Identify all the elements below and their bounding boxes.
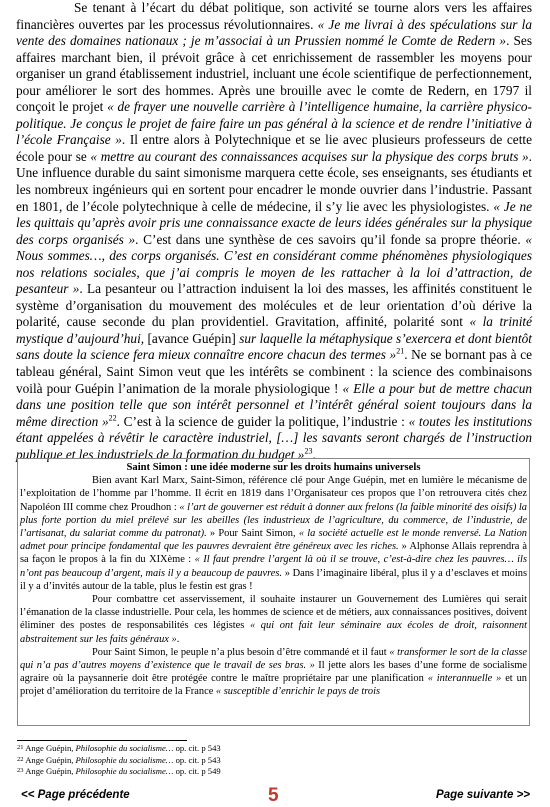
box-paragraph-3: [20, 646, 527, 699]
text-run: Se tenant à l’écart du débat politique, son activité se tourne alors vers les affaires financières ouvertes par les processus révolutionnaires.: [16, 0, 532, 32]
box-paragraph-2: [20, 593, 527, 646]
text-run: Pour combattre cet asservissement, il souhaite instaurer un Gouvernement des Lumières qui serait l’émanation de la classe industrielle. Pour cela, les hommes de science et de métiers, aux connaissances positives, doivent éliminer des postes de responsabilités ces légistes: [20, 594, 527, 632]
quote-run: « susceptible d’enrichir le pays de trois: [215, 686, 381, 698]
text-run: [avance Guépin]: [147, 330, 240, 346]
quote-run: sur laquelle la métaphysique s’exercera et dont bientôt sans doute la science fera mieux connaître encore chacun des termes »: [16, 330, 532, 363]
quote-run: « Je ne les quittais qu’après avoir pris une connaissance exacte de leurs idées générales sur la physique des corps organisés »: [16, 198, 532, 247]
text-run: . Il entre alors à Polytechnique et se lie avec plusieurs professeurs de cette école pour se: [16, 132, 532, 164]
text-run: .: [176, 633, 180, 645]
quote-run: « Elle a pour but de mettre chacun dans une position telle que son intérêt personnel et l’intérêt général soient toujours dans la même direction »: [16, 380, 532, 429]
quote-run: « Je me livrai à des spéculations sur la vente des domaines nationaux ; je m’associai à un Prussien nommé le Comte de Redern »: [16, 16, 532, 49]
box-paragraph-1: [20, 474, 527, 593]
text-run: Il jette alors les bases d’une forme de socialisme agraire où la paysannerie doit être protégée contre le maître propriétaire par une planification: [20, 660, 527, 685]
text-run: . C’est dans une synthèse de ces savoirs qu’il fonde sa propre théorie.: [135, 231, 526, 247]
footnote-ref: 23: [304, 446, 313, 456]
page-number: 5: [268, 785, 279, 806]
previous-page-link[interactable]: << Page précédente: [21, 789, 130, 801]
text-run: » Dans l’imaginaire libéral, plus il y a d’esclaves et moins il y a d’invités autour de la table, plus le festin est gras !: [20, 567, 527, 592]
text-run: et un projet d’amélioration du territoire de la France: [20, 673, 527, 698]
footnote-23: $^{23}$ Ange Guépin, Philosophie du socialisme… op. cit. p 549: [17, 766, 221, 776]
text-run: . Une influence durable du saint simonisme marquera cette école, ses enseignants, ses étudiants et les nombreux ingénieurs qui en sortent pour encadrer le monde ouvrier dans l’industrie. Passant en 1801, de l’école polytechnique à celle de médecine, il s’y lie avec les physiologistes.: [16, 148, 532, 214]
footnote-ref: 22: [108, 413, 117, 423]
footnote-separator: [17, 740, 187, 741]
text-run: Bien avant Karl Marx, Saint-Simon, référence clé pour Ange Guépin, met en lumière le mécanisme de l’exploitation de l’homme par l’homme. Il écrit en 1819 dans l’Organisateur ces propos que l’on retrouvera cités chez Napoléon III comme chez Proudhon :: [20, 475, 527, 513]
quote-run: « qui ont fait leur séminaire aux écoles de droit, raisonnent abstraitement sur les faits généraux »: [20, 620, 527, 645]
quote-run: « Nous sommes…, des corps organisés. C’est en considérant comme phénomènes physiologiques nos relations sociales, que j’ai compris le moyen de les rattacher à la loi d’attraction, de pesanteur »: [16, 231, 532, 297]
main-text: [16, 0, 532, 463]
footnote-21: $^{21}$ Ange Guépin, Philosophie du socialisme… op. cit. p 543: [17, 743, 221, 753]
quote-run: « interannuelle »: [427, 673, 502, 685]
sidebar-box: [17, 458, 530, 726]
quote-run: « la trinité mystique d’aujourd’hui,: [16, 314, 532, 346]
quote-run: « la société actuelle est le monde renversé. La Nation admet pour principe fondamental que les pauvres devraient être généreux avec les riches.: [20, 528, 527, 553]
box-title: Saint Simon : une idée moderne sur les droits humains universels: [126, 462, 421, 473]
text-run: » Pour Saint Simon,: [206, 528, 299, 540]
main-paragraph: [16, 0, 532, 463]
text-run: Pour Saint Simon, le peuple n’a plus besoin d’être commandé et il faut: [92, 646, 390, 658]
page-navigation: [0, 785, 550, 805]
text-run: . Ses affaires marchant bien, il prévoit grâce à cet enrichissement de rassembler les moyens pour organiser un grand établissement industriel, incluant une école scientifique de perfectionnement, pour améliorer le sort des hommes. Après une brouille avec le comte de Redern, en 1797 il conçoit le projet: [16, 33, 532, 115]
text-run: . Ne se bornant pas à ce tableau général, Saint Simon veut que les intérêts se combinent : la science des combinaisons voilà pour Guépin l’animation de la morale physiologique !: [16, 347, 532, 396]
text-run: » Alphonse Allais reprendra à sa façon le propos à la fin du XIXème :: [20, 541, 527, 566]
quote-run: « mettre au courant des connaissances acquises sur la physique des corps bruts »: [90, 148, 529, 164]
text-run: . C’est à la science de guider la politique, l’industrie :: [116, 413, 409, 429]
quote-run: « Il faut prendre l’argent là où il se trouve, c’est-à-dire chez les pauvres… ils n’ont pas beaucoup d’argent, mais il y a beaucoup de pauvres.: [20, 554, 527, 579]
footnote-ref: 21: [396, 347, 405, 357]
quote-run: « l’art de gouverner est réduit à donner aux frelons (la faible minorité des oisifs) la plus forte portion du miel prélevé sur les abeilles (les industrieux de l’agriculture, du commerce, de l’industrie, de l’artisanat, du salariat comme du patronat).: [20, 501, 527, 540]
quote-run: « toutes les institutions étant appelées à révêtir le caractère industriel, […] les savants seront chargés de l’instruction publique et les industriels de la formation du budget »: [16, 413, 532, 462]
quote-run: « de frayer une nouvelle carrière à l’intelligence humaine, la carrière physico-politique. Je conçus le projet de faire faire un pas général à la science et de rendre l’initiative à l’école Française »: [16, 99, 532, 148]
quote-run: « transformer le sort de la classe qui n’a pas d’autres moyens d’existence que le travail de ses bras. »: [20, 646, 527, 672]
footnote-22: $^{22}$ Ange Guépin, Philosophie du socialisme… op. cit. p 543: [17, 754, 221, 765]
text-run: .: [312, 446, 316, 462]
footnotes: [17, 743, 527, 778]
next-page-link[interactable]: Page suivante >>: [436, 789, 530, 801]
text-run: . La pesanteur ou l’attraction induisent la loi des masses, les affinités constituent le système d’organisation du mouvement des molécules et de leur orientation d’où dérive la polarité, cause seconde du plan providentiel. Gravitation, affinité, polarité sont: [16, 281, 532, 330]
